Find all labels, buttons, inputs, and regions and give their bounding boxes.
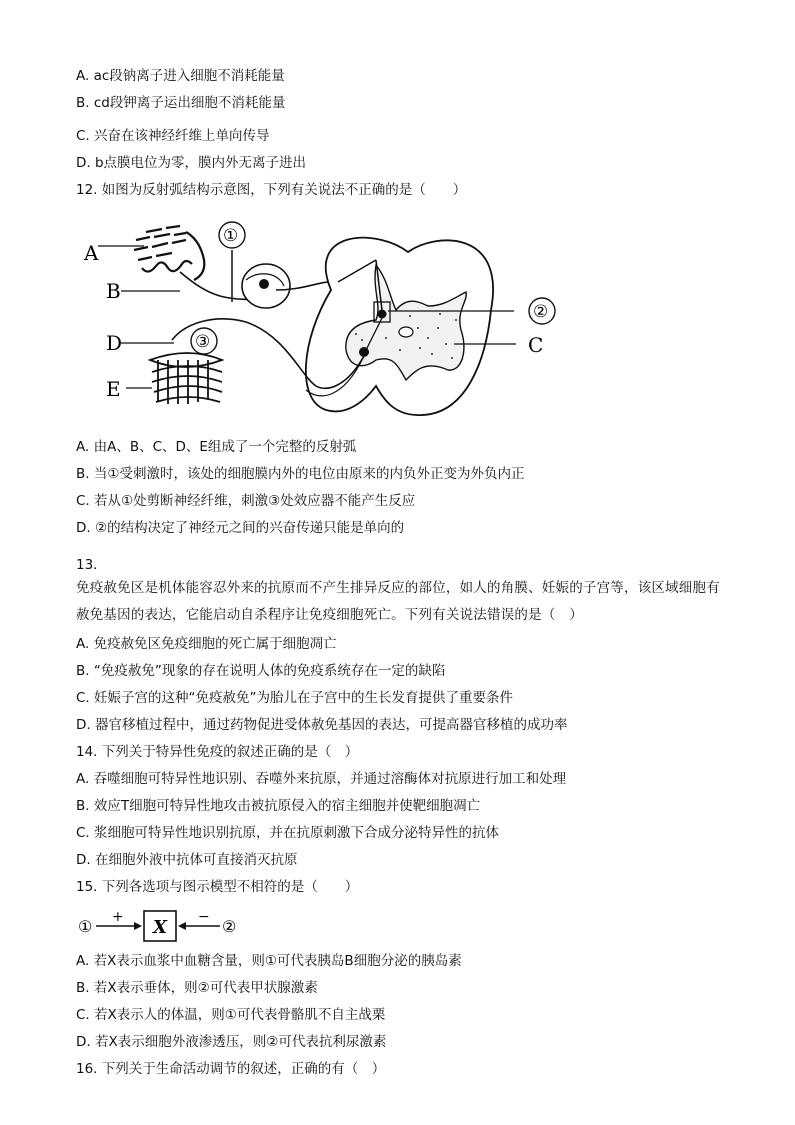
label-c: C (528, 333, 544, 357)
q13-option-d: D. 器官移植过程中，通过药物促进受体赦免基因的表达，可提高器官移植的成功率 (76, 717, 568, 733)
q15-option-b: B. 若X表示垂体，则②可代表甲状腺激素 (76, 980, 318, 996)
q15-stem: 15. 下列各选项与图示模型不相符的是（ ） (76, 879, 359, 895)
label-circled-3: ③ (195, 332, 211, 352)
q13-stem: 免疫赦免区是机体能容忍外来的抗原而不产生排异反应的部位，如人的角膜、妊娠的子宫等，该区域细胞有赦免基因的表达，它能启动自杀程序让免疫细胞死亡。下列有关说法错误的是（ ） (76, 580, 720, 623)
q14-option-d: D. 在细胞外液中抗体可直接消灭抗原 (76, 852, 298, 868)
effector-e (150, 353, 222, 404)
q14-option-c: C. 浆细胞可特异性地识别抗原，并在抗原刺激下合成分泌特异性的抗体 (76, 825, 500, 841)
label-b: B (106, 279, 121, 303)
reflex-arc-figure (76, 210, 566, 425)
q14-option-b: B. 效应T细胞可特异性地攻击被抗原侵入的宿主细胞并使靶细胞凋亡 (76, 798, 481, 814)
q12-option-a: A. 由A、B、C、D、E组成了一个完整的反射弧 (76, 439, 357, 455)
label-d: D (106, 331, 123, 355)
model-plus-sign: + (112, 909, 124, 925)
q14-option-a: A. 吞噬细胞可特异性地识别、吞噬外来抗原，并通过溶酶体对抗原进行加工和处理 (76, 771, 567, 787)
q13-number: 13. (76, 557, 98, 573)
q15-option-a: A. 若X表示血浆中血糖含量，则①可代表胰岛B细胞分泌的胰岛素 (76, 953, 462, 969)
q11-option-c: C. 兴奋在该神经纤维上单向传导 (76, 128, 270, 144)
q16-stem: 16. 下列关于生命活动调节的叙述，正确的有（ ） (76, 1061, 386, 1077)
model-minus-sign: − (198, 909, 210, 925)
q11-option-a: A. ac段钠离子进入细胞不消耗能量 (76, 68, 285, 84)
label-a: A (84, 241, 99, 265)
label-e: E (106, 377, 121, 401)
model-center-x: X (153, 917, 167, 938)
q11-option-d: D. b点膜电位为零，膜内外无离子进出 (76, 155, 307, 171)
q12-option-d: D. ②的结构决定了神经元之间的兴奋传递只能是单向的 (76, 520, 405, 536)
label-circled-1: ① (223, 226, 239, 246)
q14-stem: 14. 下列关于特异性免疫的叙述正确的是（ ） (76, 744, 359, 760)
q13-option-b: B. “免疫赦免”现象的存在说明人体的免疫系统存在一定的缺陷 (76, 663, 446, 679)
q15-option-d: D. 若X表示细胞外液渗透压，则②可代表抗利尿激素 (76, 1034, 387, 1050)
q12-option-b: B. 当①受刺激时，该处的细胞膜内外的电位由原来的内负外正变为外负内正 (76, 466, 525, 482)
model-right-node: ② (222, 917, 237, 936)
q15-option-c: C. 若X表示人的体温，则①可代表骨骼肌不自主战栗 (76, 1007, 386, 1023)
q11-option-b: B. cd段钾离子运出细胞不消耗能量 (76, 95, 286, 111)
q12-stem: 12. 如图为反射弧结构示意图，下列有关说法不正确的是（ ） (76, 182, 467, 198)
label-circled-2: ② (533, 302, 549, 322)
q13-option-c: C. 妊娠子宫的这种“免疫赦免”为胎儿在子宫中的生长发育提供了重要条件 (76, 690, 513, 706)
receptor-a (134, 226, 204, 280)
q13-option-a: A. 免疫赦免区免疫细胞的死亡属于细胞凋亡 (76, 636, 337, 652)
model-left-node: ① (78, 917, 93, 936)
regulation-model-figure (76, 906, 246, 944)
q12-option-c: C. 若从①处剪断神经纤维，刺激③处效应器不能产生反应 (76, 493, 416, 509)
